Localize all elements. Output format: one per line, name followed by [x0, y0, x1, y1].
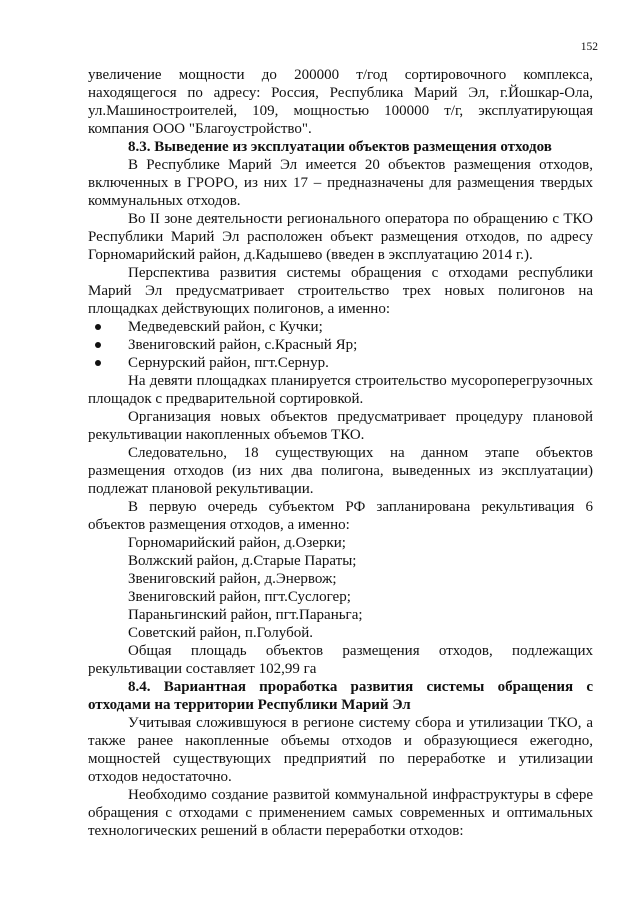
bullet-icon: [95, 360, 101, 366]
list-item: Медведевский район, с Кучки;: [88, 318, 593, 336]
paragraph: Общая площадь объектов размещения отходов, подлежащих рекультивации составляет 102,99 га: [88, 643, 593, 677]
list-item: Горномарийский район, д.Озерки;: [128, 535, 346, 551]
paragraph: Организация новых объектов предусматривает процедуру плановой рекультивации накопленных объемов ТКО.: [88, 409, 593, 443]
section-8-3-heading: 8.3. Выведение из эксплуатации объектов размещения отходов: [128, 139, 552, 155]
list-item: Волжский район, д.Старые Параты;: [128, 553, 357, 569]
paragraph: Следовательно, 18 существующих на данном этапе объектов размещения отходов (из них два полигона, выведенных из эксплуатации) подлежат плановой рекультивации.: [88, 445, 593, 497]
intro-paragraph: увеличение мощности до 200000 т/год сортировочного комплекса, находящегося по адресу: Россия, Республика Марий Эл, г.Йошкар-Ола, ул.Машиностроителей, 109, мощностью 100000 т/г, эксплуатирующая компания ООО "Благоустройство".: [88, 67, 593, 137]
section-8-4-heading: 8.4. Вариантная проработка развития системы обращения с отходами на территории Республики Марий Эл: [88, 679, 593, 713]
list-item: Сернурский район, пгт.Сернур.: [88, 354, 593, 372]
paragraph: Перспектива развития системы обращения с отходами республики Марий Эл предусматривает строительство трех новых полигонов на площадках действующих полигонов, а именно:: [88, 265, 593, 317]
paragraph: Необходимо создание развитой коммунальной инфраструктуры в сфере обращения с отходами с применением самых современных и оптимальных технологических решений в области переработки отходов:: [88, 787, 593, 839]
page-content: [88, 66, 593, 840]
list-item: Звениговский район, с.Красный Яр;: [88, 336, 593, 354]
paragraph: Во II зоне деятельности регионального оператора по обращению с ТКО Республики Марий Эл расположен объект размещения отходов, по адресу Горномарийский район, д.Кадышево (введен в эксплуатацию 2014 г.).: [88, 211, 593, 263]
paragraph: Учитывая сложившуюся в регионе систему сбора и утилизации ТКО, а также ранее накопленные объемы отходов и образующиеся ежегодно, мощностей существующих предприятий по переработке и утилизации отходов недостаточно.: [88, 715, 593, 785]
bullet-icon: [95, 342, 101, 348]
bullet-icon: [95, 324, 101, 330]
paragraph: На девяти площадках планируется строительство мусороперегрузочных площадок с предварительной сортировкой.: [88, 373, 593, 407]
list-item: Параньгинский район, пгт.Параньга;: [128, 607, 363, 623]
paragraph: В первую очередь субъектом РФ запланирована рекультивация 6 объектов размещения отходов, а именно:: [88, 499, 593, 533]
recultivation-list: [88, 534, 593, 642]
page-number: 152: [580, 41, 598, 53]
paragraph: В Республике Марий Эл имеется 20 объектов размещения отходов, включенных в ГРОРО, из них 17 – предназначены для размещения твердых коммунальных отходов.: [88, 157, 593, 209]
list-item: Звениговский район, д.Энервож;: [128, 571, 337, 587]
list-item: Советский район, п.Голубой.: [128, 625, 313, 641]
new-landfills-list: [88, 318, 593, 372]
list-item: Звениговский район, пгт.Суслогер;: [128, 589, 351, 605]
